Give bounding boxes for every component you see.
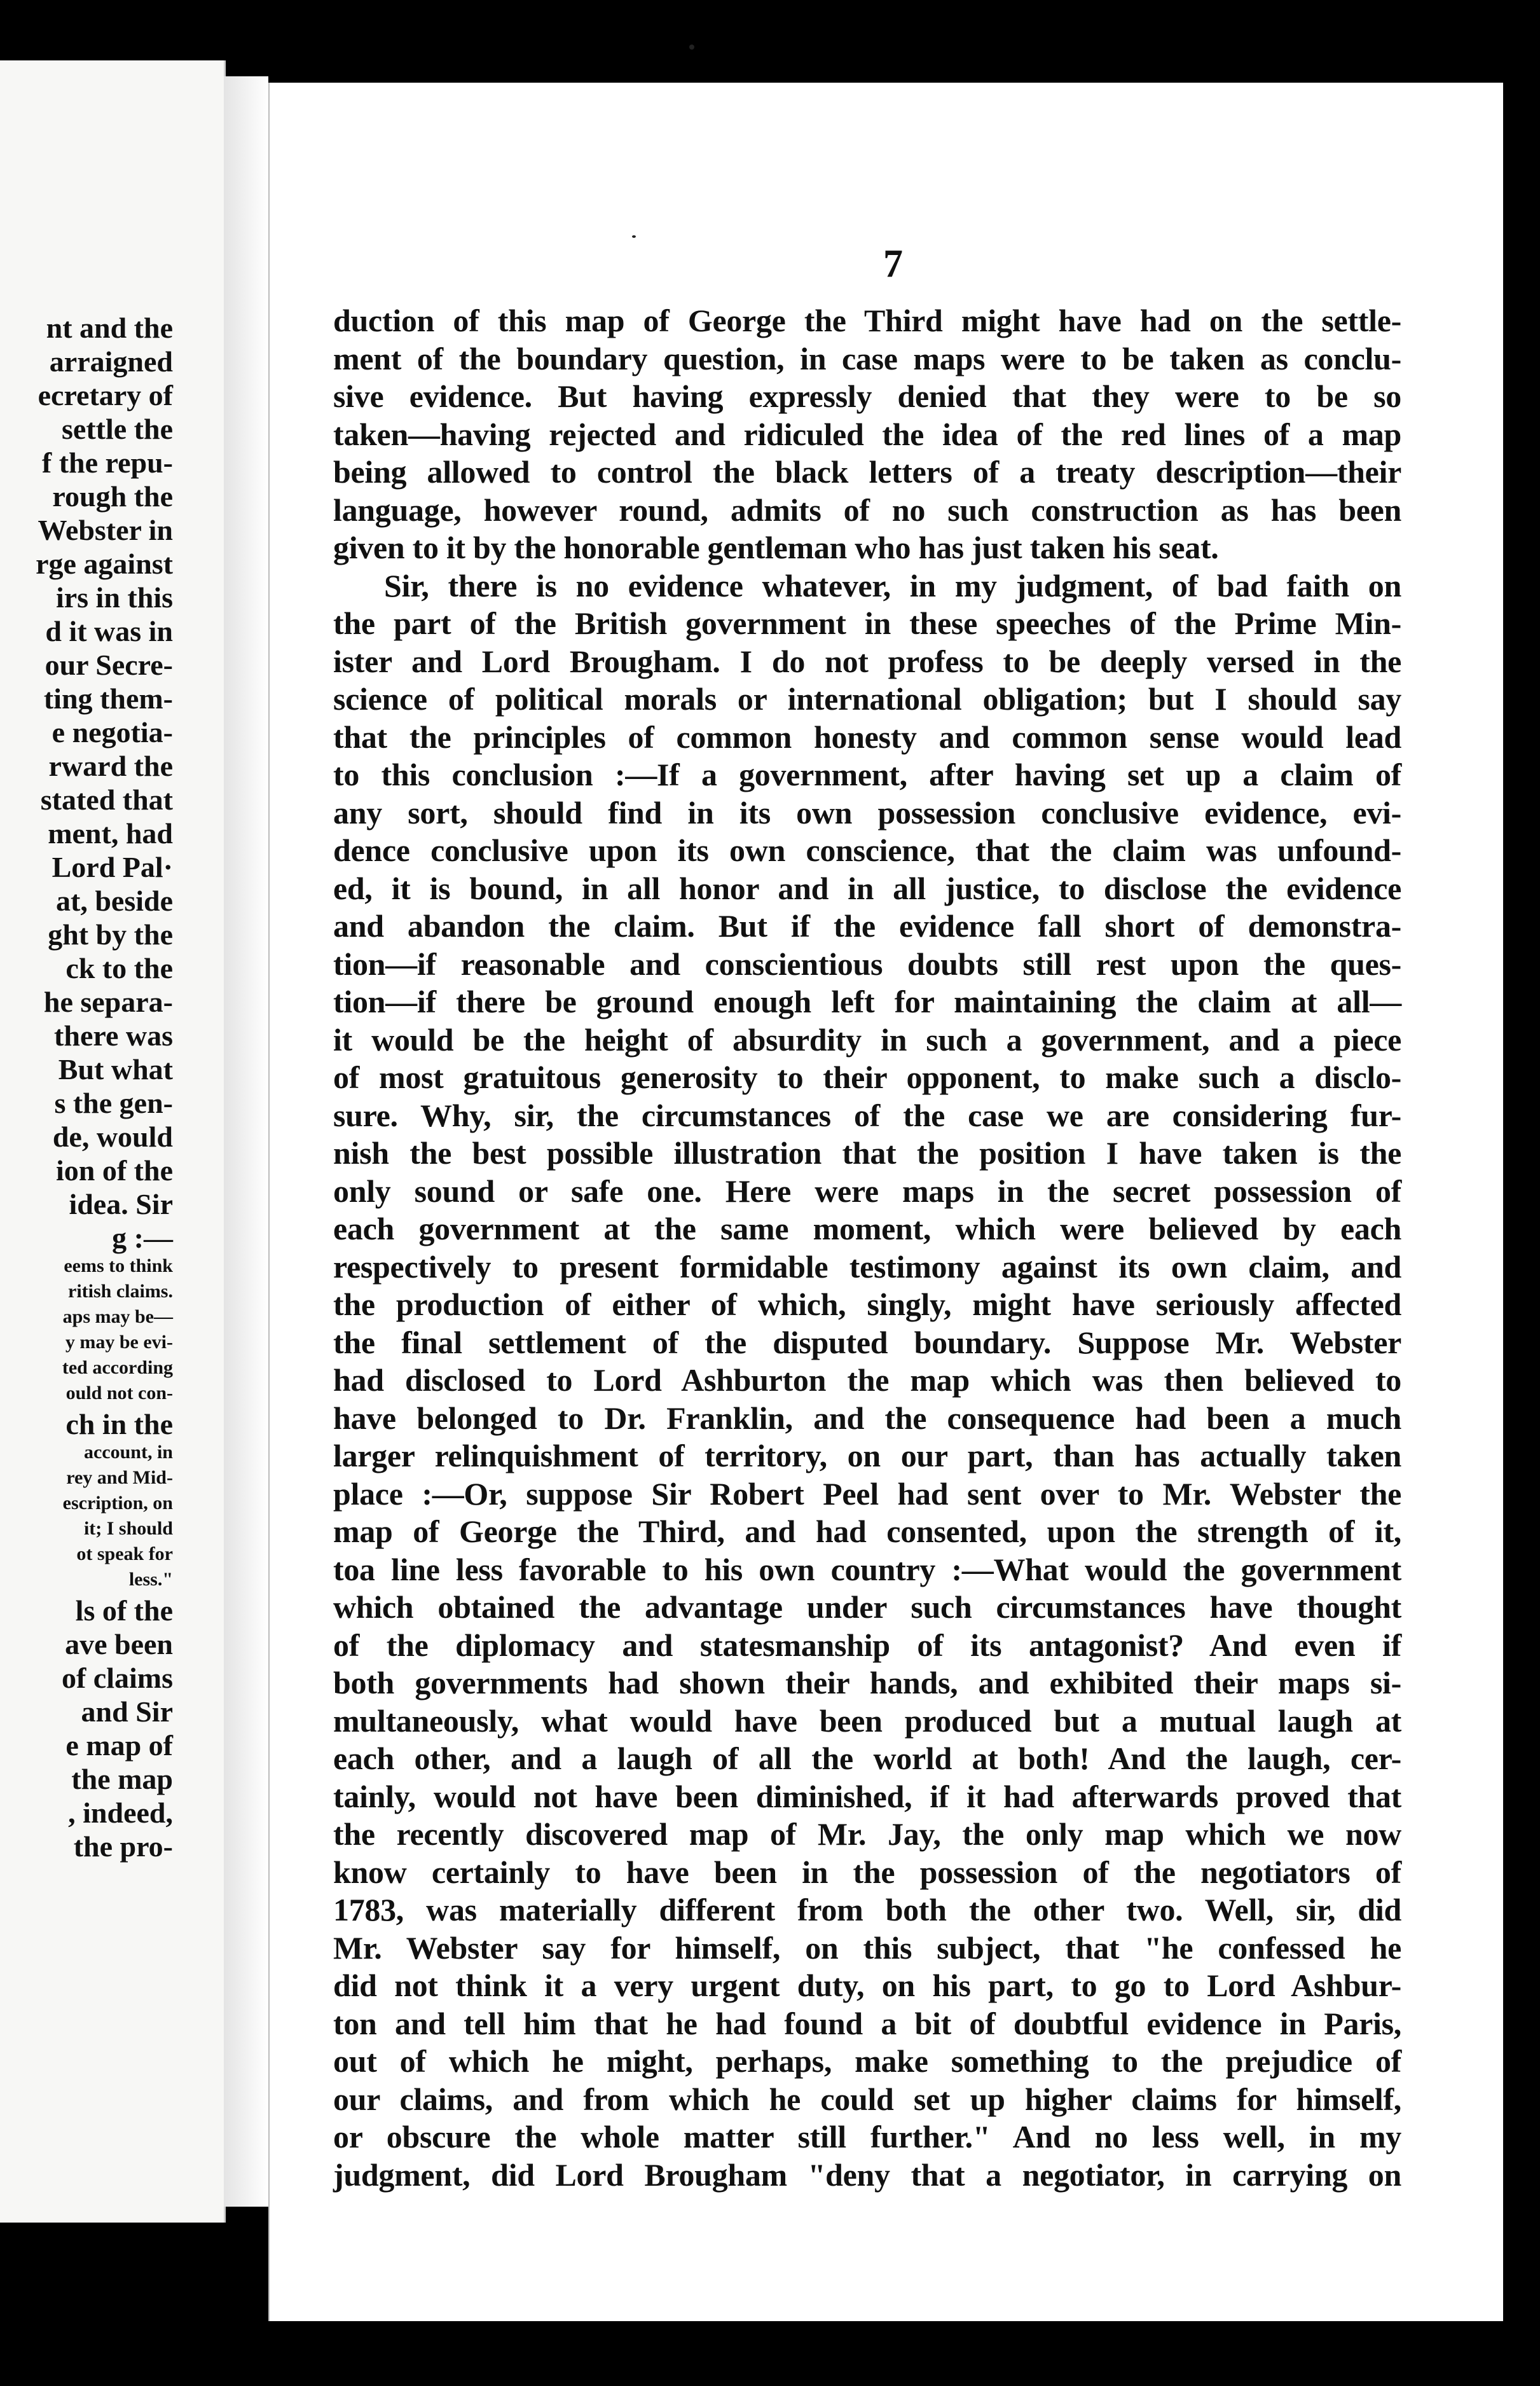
body-text-line: it would be the height of absurdity in such a government, and a piece (333, 1021, 1401, 1058)
body-text-line: ed, it is bound, in all honor and in all justice, to disclose the evidence (333, 870, 1401, 906)
body-text-line: each other, and a laugh of all the world at both! And the laugh, cer- (333, 1741, 1401, 1776)
body-text-line: Mr. Webster say for himself, on this subject, that "he confessed he (333, 1929, 1401, 1966)
left-page-line: Webster in (38, 514, 173, 546)
left-page-line: ch in the (65, 1408, 173, 1440)
left-page-line: nt and the (46, 312, 173, 344)
left-page-line: , indeed, (68, 1796, 173, 1829)
left-page-line: eems to think (64, 1255, 173, 1276)
left-page-line: s the gen- (54, 1087, 173, 1119)
left-page-line: ting them- (43, 682, 173, 715)
left-page-line: he separa- (43, 986, 173, 1018)
body-text-line: which obtained the advantage under such circumstances have thought (333, 1589, 1401, 1625)
ink-speck (632, 235, 636, 238)
body-text-line: to this conclusion :—If a government, after having set up a claim of (333, 757, 1401, 792)
left-page-line: the map (71, 1763, 173, 1795)
body-text-line: respectively to present formidable testimony against its own claim, and (333, 1248, 1401, 1285)
body-text-line: both governments had shown their hands, and exhibited their maps si- (333, 1665, 1401, 1700)
left-page-line: ion of the (56, 1154, 173, 1187)
left-page-line: there was (54, 1019, 173, 1052)
body-text-line: of the diplomacy and statesmanship of its antagonist? And even if (333, 1627, 1401, 1663)
body-text-line: did not think it a very urgent duty, on his part, to go to Lord Ashbur- (333, 1968, 1401, 2003)
body-text-line: the production of either of which, singly, might have seriously affected (333, 1286, 1401, 1322)
body-text-line: larger relinquishment of territory, on our part, than has actually taken (333, 1438, 1401, 1473)
left-page-line: Lord Pal· (52, 851, 173, 883)
left-page-line: d it was in (45, 615, 173, 647)
left-page-line: less." (128, 1569, 173, 1590)
book-gutter (224, 76, 268, 2207)
body-text-line: any sort, should find in its own possession conclusive evidence, evi- (333, 794, 1401, 831)
body-text-line: know certainly to have been in the possession of the negotiators of (333, 1854, 1401, 1890)
body-text-line: duction of this map of George the Third might have had on the settle- (333, 303, 1401, 338)
left-page-line: ave been (65, 1628, 173, 1660)
left-page-line: ot speak for (76, 1543, 173, 1564)
body-text-line: ment of the boundary question, in case maps were to be taken as conclu- (333, 340, 1401, 376)
body-text-line: Sir, there is no evidence whatever, in my judgment, of bad faith on (384, 567, 1401, 603)
body-text-line: science of political morals or international obligation; but I should say (333, 681, 1401, 717)
left-page-line: idea. Sir (69, 1188, 173, 1220)
left-page-line: settle the (62, 413, 173, 445)
left-page-line: g :— (112, 1222, 173, 1254)
left-page-line: f the repu- (41, 446, 173, 479)
body-text-line: taken—having rejected and ridiculed the idea of the red lines of a map (333, 416, 1401, 452)
left-page-line: arraigned (49, 345, 173, 378)
body-text-line: tainly, would not have been diminished, if it had afterwards proved that (333, 1778, 1401, 1814)
left-page-line: at, beside (56, 885, 173, 917)
body-text-line: sure. Why, sir, the circumstances of the case we are considering fur- (333, 1097, 1401, 1133)
left-page-line: escription, on (62, 1493, 173, 1514)
left-page-line: ck to the (65, 952, 173, 984)
left-page-line: y may be evi- (65, 1332, 173, 1353)
left-page-line: rey and Mid- (66, 1467, 173, 1488)
body-text-line: map of George the Third, and had consented, upon the strength of it, (333, 1514, 1401, 1549)
body-text-line: nish the best possible illustration that the position I have taken is the (333, 1135, 1401, 1171)
left-page-line: e negotia- (52, 716, 173, 748)
body-text-line: being allowed to control the black letters of a treaty description—their (333, 454, 1401, 490)
body-text-line: the recently discovered map of Mr. Jay, the only map which we now (333, 1816, 1401, 1852)
left-page-line: e map of (65, 1729, 173, 1762)
body-text-line: tion—if there be ground enough left for maintaining the claim at all— (333, 984, 1401, 1019)
body-text-line: toa line less favorable to his own country :—What would the government (333, 1551, 1401, 1587)
left-page-line: But what (58, 1053, 173, 1086)
left-page-line: ls of the (75, 1594, 173, 1627)
left-page-line: stated that (40, 783, 173, 816)
body-text-line: multaneously, what would have been produced but a mutual laugh at (333, 1702, 1401, 1739)
left-page-line: ecretary of (38, 379, 173, 411)
left-page-line: ritish claims. (68, 1281, 173, 1302)
body-text-line: dence conclusive upon its own conscience, that the claim was unfound- (333, 832, 1401, 868)
body-text-line: and abandon the claim. But if the evidence fall short of demonstra- (333, 908, 1401, 944)
left-page-line: de, would (52, 1121, 173, 1153)
body-text-line: language, however round, admits of no such construction as has been (333, 492, 1401, 528)
body-text-line: judgment, did Lord Brougham "deny that a negotiator, in carrying on (333, 2156, 1401, 2193)
body-text-line: the final settlement of the disputed boundary. Suppose Mr. Webster (333, 1324, 1401, 1360)
left-page-line: ght by the (48, 918, 173, 951)
left-page-line: rward the (48, 750, 173, 782)
left-page-line: our Secre- (45, 649, 173, 681)
body-text-line: of most gratuitous generosity to their opponent, to make such a disclo- (333, 1059, 1401, 1095)
body-text-line: have belonged to Dr. Franklin, and the consequence had been a much (333, 1400, 1401, 1436)
page-number: 7 (883, 242, 903, 286)
body-text-line: place :—Or, suppose Sir Robert Peel had sent over to Mr. Webster the (333, 1475, 1401, 1512)
left-page-line: the pro- (73, 1830, 173, 1863)
body-text-line: the part of the British government in these speeches of the Prime Min- (333, 605, 1401, 641)
left-page-line: rge against (36, 548, 173, 580)
right-page (268, 83, 1503, 2321)
left-page-line: of claims (61, 1662, 173, 1694)
body-text-line: tion—if reasonable and conscientious doubts still rest upon the ques- (333, 946, 1401, 982)
body-text-line: given to it by the honorable gentleman who has just taken his seat. (333, 530, 1219, 565)
left-page-line: ould not con- (65, 1383, 173, 1403)
left-page-line: and Sir (81, 1695, 173, 1728)
left-page-line: it; I should (83, 1518, 173, 1539)
body-text-line: had disclosed to Lord Ashburton the map which was then believed to (333, 1362, 1401, 1398)
body-text-line: ton and tell him that he had found a bit of doubtful evidence in Paris, (333, 2005, 1401, 2041)
body-text-line: our claims, and from which he could set up higher claims for himself, (333, 2081, 1401, 2117)
body-text-line: only sound or safe one. Here were maps in the secret possession of (333, 1173, 1401, 1209)
body-text-line: that the principles of common honesty and common sense would lead (333, 719, 1401, 755)
left-page-line: ted according (62, 1357, 173, 1378)
left-page-line: rough the (52, 480, 173, 513)
body-text-line: ister and Lord Brougham. I do not profess to be deeply versed in the (333, 643, 1401, 679)
left-page-fragment (0, 60, 226, 2223)
body-text-line: sive evidence. But having expressly denied that they were to be so (333, 378, 1401, 414)
body-text-line: 1783, was materially different from both the other two. Well, sir, did (333, 1892, 1401, 1927)
ink-speck (689, 45, 694, 50)
left-page-line: aps may be— (62, 1306, 173, 1327)
body-text-line: each government at the same moment, which were believed by each (333, 1211, 1401, 1246)
body-text-line: out of which he might, perhaps, make something to the prejudice of (333, 2043, 1401, 2079)
body-text-line: or obscure the whole matter still further." And no less well, in my (333, 2119, 1401, 2155)
left-page-line: ment, had (48, 817, 173, 850)
left-page-line: irs in this (55, 581, 173, 614)
left-page-line: account, in (83, 1442, 173, 1463)
